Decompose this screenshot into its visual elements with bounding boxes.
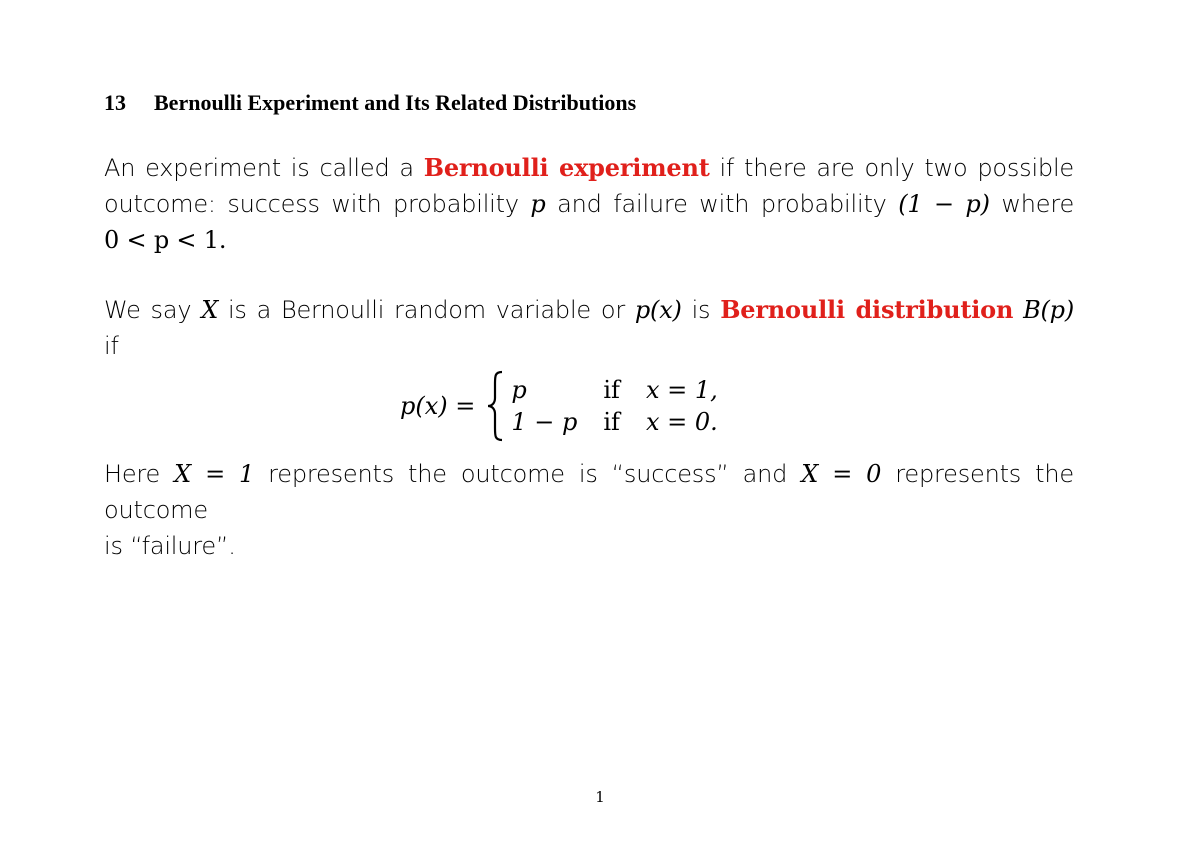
text-span: Here (104, 460, 161, 488)
text-span: is a Bernoulli random variable or (227, 296, 626, 324)
text-span: if there are only two possible (719, 154, 1074, 182)
paragraph-line (104, 528, 1074, 564)
paragraph-line (104, 186, 1074, 222)
math-p: p (530, 190, 546, 218)
piecewise-formula (400, 368, 718, 444)
math-X-equals-1: X = 1 (174, 460, 255, 488)
cases-table (511, 376, 717, 436)
section-title: Bernoulli Experiment and Its Related Distributions (154, 90, 637, 115)
term-bernoulli-experiment: Bernoulli experiment (423, 153, 710, 182)
math-Bp: B(p) (1023, 296, 1074, 324)
paragraph-line (104, 456, 1074, 528)
case-if: if (603, 408, 620, 436)
text-span: is “failure”. (104, 532, 236, 560)
text-span: is (691, 296, 711, 324)
case-condition: x = 0. (645, 408, 718, 436)
text-span: where (1001, 190, 1075, 218)
text-span: if (104, 332, 119, 360)
text-span: represents the outcome (104, 460, 1074, 524)
case-condition: x = 1, (645, 376, 718, 404)
math-px: p(x) (634, 296, 682, 324)
paragraph-bernoulli-experiment (104, 150, 1074, 258)
math-condition: 0 < p < 1. (104, 226, 227, 254)
paragraph-line (104, 150, 1074, 186)
text-span: An experiment is called a (104, 154, 414, 182)
section-number: 13 (104, 90, 126, 115)
text-span: and failure with probability (557, 190, 887, 218)
paragraph-line (104, 292, 1074, 328)
paragraph-line (104, 222, 1074, 258)
paragraph-bernoulli-distribution (104, 292, 1074, 364)
case-value: 1 − p (511, 408, 578, 436)
text-span: represents the outcome is “success” and (268, 460, 788, 488)
paragraph-line (104, 328, 1074, 364)
section-heading (104, 90, 636, 116)
left-brace-icon (485, 370, 505, 442)
case-if: if (603, 376, 620, 404)
text-span: We say (104, 296, 192, 324)
page-number: 1 (595, 788, 605, 806)
term-bernoulli-distribution: Bernoulli distribution (720, 295, 1014, 324)
math-X: X (201, 296, 219, 324)
math-X-equals-0: X = 0 (801, 460, 882, 488)
case-value: p (511, 376, 527, 404)
paragraph-outcome-meaning (104, 456, 1074, 564)
formula-lhs: p(x) = (400, 392, 476, 420)
text-span: outcome: success with probability (104, 190, 519, 218)
math-one-minus-p: (1 − p) (898, 190, 990, 218)
